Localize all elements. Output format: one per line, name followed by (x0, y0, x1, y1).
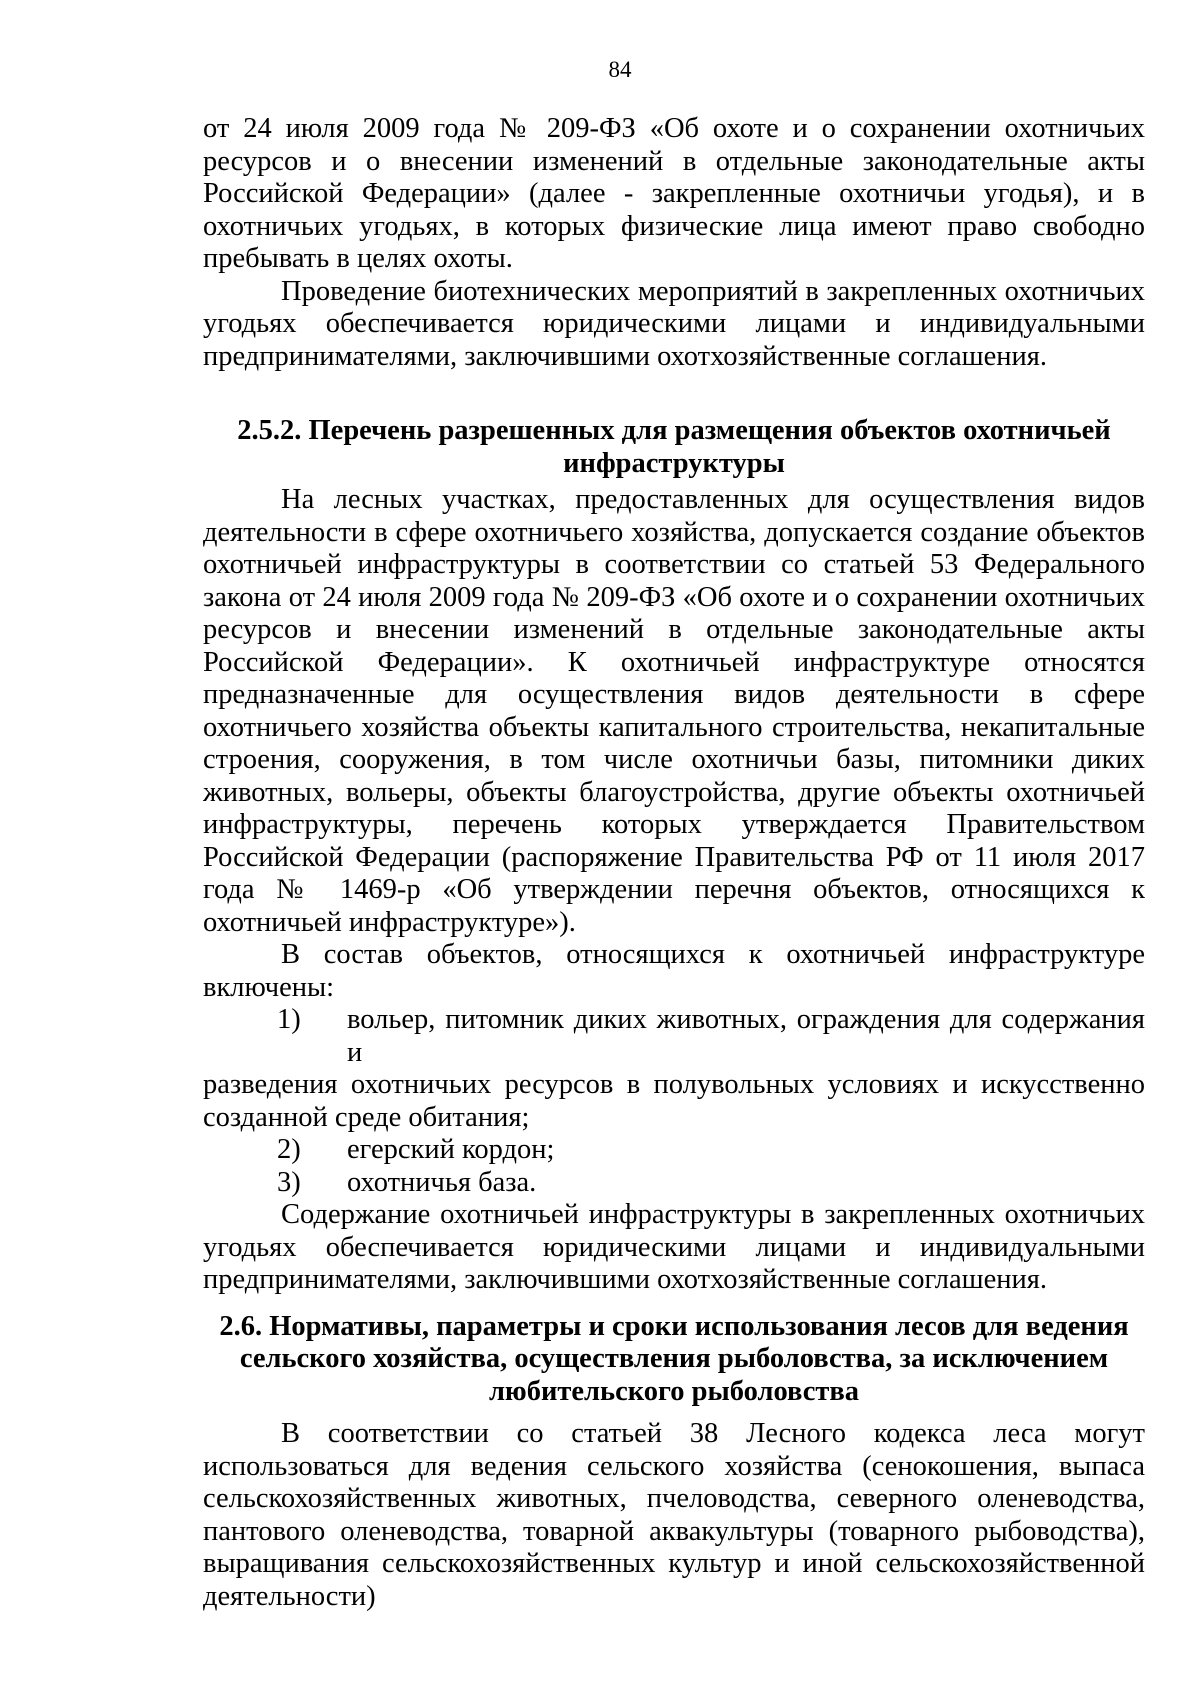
heading-line: сельского хозяйства, осуществления рыболовства, за исключением (239, 1343, 1109, 1374)
list-number: 2) (277, 1134, 301, 1165)
page-number: 84 (608, 57, 632, 82)
document-body (203, 113, 1145, 1613)
heading-line: 2.5.2. Перечень разрешенных для размещения объектов охотничьей (237, 415, 1111, 446)
paragraph-continuation: от 24 июля 2009 года № 209-ФЗ «Об охоте и о сохранении охотничьих ресурсов и о внесении изменений в отдельные законодательные акты Российской Федерации» (далее - закрепленные охотничьи угодья), и в охотничьих угодьях, в которых физические лица имеют право свободно пребывать в целях охоты. (203, 113, 1145, 274)
paragraph-maintenance: Содержание охотничьей инфраструктуры в закрепленных охотничьих угодьях обеспечивается юридическими лицами и индивидуальными предпринимателями, заключившими охотхозяйственные соглашения. (203, 1199, 1145, 1295)
list-item (203, 1004, 1145, 1069)
list-item (203, 1167, 1145, 1200)
heading-line: 2.6. Нормативы, параметры и сроки использования лесов для ведения (219, 1310, 1129, 1342)
list-text: егерский кордон; (347, 1134, 555, 1165)
paragraph-biotechnical: Проведение биотехнических мероприятий в закрепленных охотничьих угодьях обеспечивается юридическими лицами и индивидуальными предпринимателями, заключившими охотхозяйственные соглашения. (203, 275, 1145, 372)
section-heading-2-6 (203, 1311, 1145, 1409)
list-number: 3) (277, 1166, 301, 1198)
list-text: вольер, питомник диких животных, ограждения для содержания и (347, 1004, 1145, 1068)
list-text: охотничья база. (347, 1166, 537, 1198)
paragraph-agriculture: В соответствии со статьей 38 Лесного кодекса леса могут использоваться для ведения сельского хозяйства (сенокошения, выпаса сельскохозяйственных животных, пчеловодства, северного оленеводства, пантового оленеводства, товарной аквакультуры (товарного рыбоводства), выращивания сельскохозяйственных культур и иной сельскохозяйственной деятельности) (203, 1418, 1145, 1612)
section-heading-2-5-2 (203, 415, 1145, 480)
list-item (203, 1134, 1145, 1167)
list-item-continuation: разведения охотничьих ресурсов в полувольных условиях и искусственно созданной среде обитания; (203, 1069, 1145, 1133)
heading-line: инфраструктуры (563, 447, 785, 479)
list-number: 1) (277, 1004, 301, 1035)
infrastructure-list (203, 1004, 1145, 1199)
paragraph-composition: В состав объектов, относящихся к охотничьей инфраструктуре включены: (203, 939, 1145, 1003)
heading-line: любительского рыболовства (488, 1375, 860, 1407)
paragraph-infrastructure: На лесных участках, предоставленных для осуществления видов деятельности в сфере охотничьего хозяйства, допускается создание объектов охотничьей инфраструктуры в соответствии со статьей 53 Федерального закона от 24 июля 2009 года № 209-ФЗ «Об охоте и о сохранении охотничьих ресурсов и внесении изменений в отдельные законодательные акты Российской Федерации». К охотничьей инфраструктуре относятся предназначенные для осуществления видов деятельности в сфере охотничьего хозяйства объекты капитального строительства, некапитальные строения, сооружения, в том числе охотничьи базы, питомники диких животных, вольеры, объекты благоустройства, другие объекты охотничьей инфраструктуры, перечень которых утверждается Правительством Российской Федерации (распоряжение Правительства РФ от 11 июля 2017 года № 1469-р «Об утверждении перечня объектов, относящихся к охотничьей инфраструктуре»). (203, 484, 1145, 938)
